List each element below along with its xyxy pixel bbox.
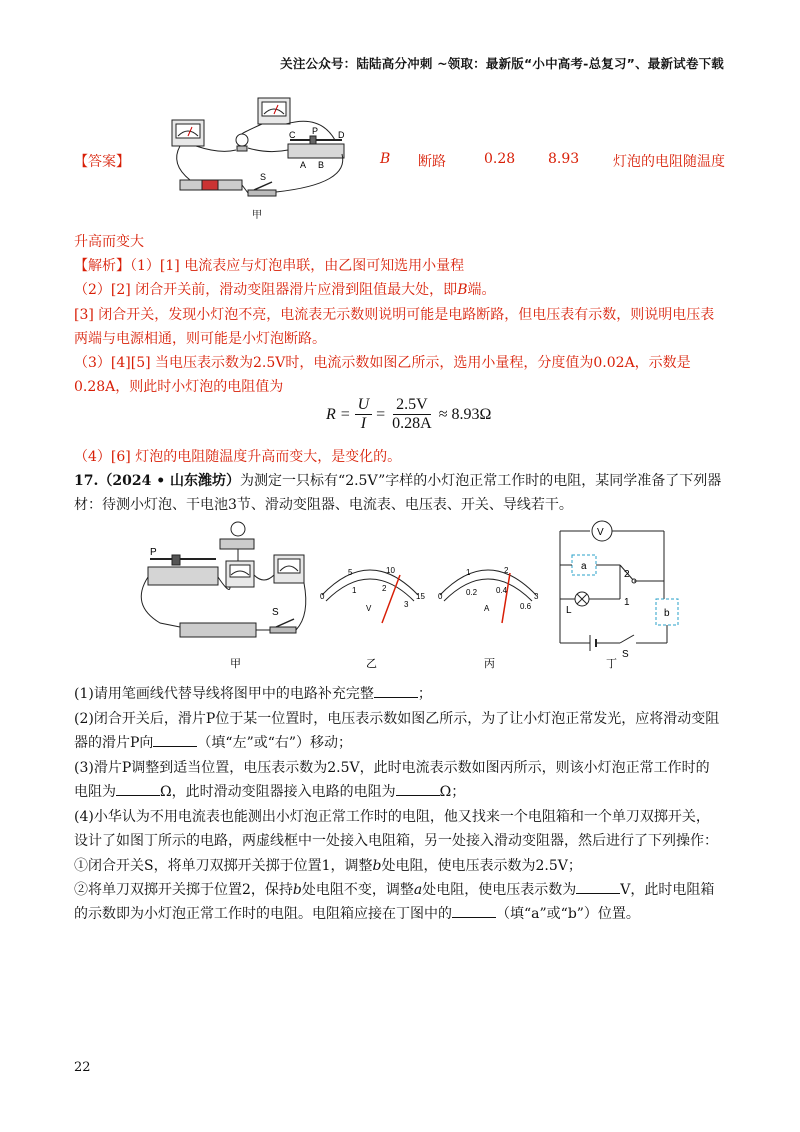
a-tick-1: 1 xyxy=(466,568,471,577)
answer-blank-4[interactable] xyxy=(396,783,440,796)
ding-label-b: b xyxy=(664,608,670,619)
q17-part-1: (1)请用笔画线代替导线将图甲中的电路补充完整 ； xyxy=(74,686,432,702)
q17-part-3b: 电阻为 Ω，此时滑动变阻器接入电路的电阻为 Ω； xyxy=(74,784,466,800)
q17-figures xyxy=(120,515,680,675)
fig-label-bing: 丙 xyxy=(484,658,495,670)
answer-item-4: 8.93 xyxy=(548,151,580,167)
answer-tag: 【答案】 xyxy=(74,154,130,170)
fig-label-jia: 甲 xyxy=(230,658,241,670)
v-tick-1: 1 xyxy=(352,586,357,595)
q17-stem-1: 17.（2024 • 山东潍坊）为测定一只标有“2.5V”字样的小灯泡正常工作时的电阻，某同学准备了下列器 xyxy=(74,473,722,489)
analysis-line-4: 两端与电源相通，则可能是小灯泡断路。 xyxy=(74,331,326,347)
ding-label-2: 2 xyxy=(624,569,630,580)
a-tick-0: 0 xyxy=(438,592,443,601)
fig-label-ding: 丁 xyxy=(606,658,617,670)
ding-label-l: L xyxy=(566,605,572,616)
page-header: 关注公众号：陆陆高分冲刺 ~领取：最新版“小中高考-总复习”、最新试卷下载 xyxy=(280,56,724,71)
v-tick-2: 2 xyxy=(382,584,387,593)
q17-part-4b: 设计了如图丁所示的电路，两虚线框中一处接入电阻箱，另一处接入滑动变阻器，然后进行了下列操作： xyxy=(74,833,718,849)
analysis-line-7: （4）[6] 灯泡的电阻随温度升高而变大，是变化的。 xyxy=(74,449,402,465)
a-tick-04: 0.4 xyxy=(496,586,508,595)
answer-item-3: 0.28 xyxy=(484,151,516,167)
a-tick-06: 0.6 xyxy=(520,602,532,611)
analysis-tag: 【解析】 xyxy=(74,258,130,274)
q17-part-2b: 器的滑片P向 （填“左”或“右”）移动； xyxy=(74,735,353,751)
ding-label-v: V xyxy=(597,527,604,538)
answer-blank-6[interactable] xyxy=(452,905,496,918)
q17-part-3a: (3)滑片P调整到适当位置，电压表示数为2.5V，此时电流表示数如图丙所示，则该小灯泡正常工作时的 xyxy=(74,760,710,776)
fig-letter-d: D xyxy=(338,130,345,140)
v-unit: V xyxy=(366,604,372,613)
v-tick-15: 15 xyxy=(416,592,425,601)
analysis-line-3: [3] 闭合开关，发现小灯泡不亮，电流表无示数则说明可能是电路断路，但电压表有示数，则说明电压表 xyxy=(74,307,715,323)
fig-jia-p: P xyxy=(150,547,157,558)
answer-continuation: 升高而变大 xyxy=(74,234,144,250)
ding-label-a: a xyxy=(581,561,587,572)
ding-label-s: S xyxy=(622,649,629,660)
fig-letter-s: S xyxy=(260,172,267,182)
analysis-line-1: 【解析】（1）[1] 电流表应与灯泡串联，由乙图可知选用小量程 xyxy=(74,258,465,274)
answer-circuit-figure xyxy=(150,94,365,224)
q17-part-2a: (2)闭合开关后，滑片P位于某一位置时，电压表示数如图乙所示，为了让小灯泡正常发光，应将滑动变阻 xyxy=(74,711,720,727)
v-tick-3: 3 xyxy=(404,600,409,609)
q17-part-4a: (4)小华认为不用电流表也能测出小灯泡正常工作时的电阻，他又找来一个电阻箱和一个单刀双掷开关， xyxy=(74,809,710,825)
answer-blank-1[interactable] xyxy=(374,685,418,698)
v-tick-0: 0 xyxy=(320,592,325,601)
page-number: 22 xyxy=(74,1060,91,1075)
analysis-line-6: 0.28A，则此时小灯泡的电阻值为 xyxy=(74,379,284,395)
q17-step-2: ②将单刀双掷开关掷于位置2，保持b处电阻不变，调整a处电阻，使电压表示数为 V，此时电阻箱 xyxy=(74,882,715,898)
answer-item-1: B xyxy=(380,151,391,167)
fig-letter-c: C xyxy=(289,130,296,140)
fig-jia-s: S xyxy=(272,607,279,618)
fig-label-jia: 甲 xyxy=(252,210,262,221)
a-tick-02: 0.2 xyxy=(466,588,478,597)
answer-blank-2[interactable] xyxy=(153,734,197,747)
a-tick-3: 3 xyxy=(534,592,539,601)
answer-blank-5[interactable] xyxy=(576,881,620,894)
a-unit: A xyxy=(484,604,490,613)
v-tick-5: 5 xyxy=(348,568,353,577)
answer-item-5: 灯泡的电阻随温度 xyxy=(613,154,725,170)
fig-letter-p: P xyxy=(312,126,319,136)
analysis-line-2: （2）[2] 闭合开关前，滑动变阻器滑片应滑到阻值最大处，即B端。 xyxy=(74,282,496,298)
answer-blank-3[interactable] xyxy=(116,783,160,796)
fig-letter-b: B xyxy=(318,160,325,170)
a-tick-2: 2 xyxy=(504,566,509,575)
resistance-formula: R = $\frac{U}{I}$ = $\frac{2.5V}{0.28A}$ ≈ 8.93Ω xyxy=(326,396,492,432)
fig-label-yi: 乙 xyxy=(366,658,377,670)
ding-label-1: 1 xyxy=(624,597,630,608)
analysis-line-5: （3）[4][5] 当电压表示数为2.5V时，电流示数如图乙所示，选用小量程，分度值为0.02A，示数是 xyxy=(74,355,691,371)
answer-item-2: 断路 xyxy=(418,154,446,170)
q17-step-2-cont: 的示数即为小灯泡正常工作时的电阻。电阻箱应接在丁图中的 （填“a”或“b”）位置。 xyxy=(74,906,640,922)
q17-stem-2: 材：待测小灯泡、干电池3节、滑动变阻器、电流表、电压表、开关、导线若干。 xyxy=(74,497,573,513)
q17-step-1: ①闭合开关S，将单刀双掷开关掷于位置1，调整b处电阻，使电压表示数为2.5V； xyxy=(74,858,582,874)
fig-letter-a: A xyxy=(300,160,307,170)
v-tick-10: 10 xyxy=(386,566,395,575)
